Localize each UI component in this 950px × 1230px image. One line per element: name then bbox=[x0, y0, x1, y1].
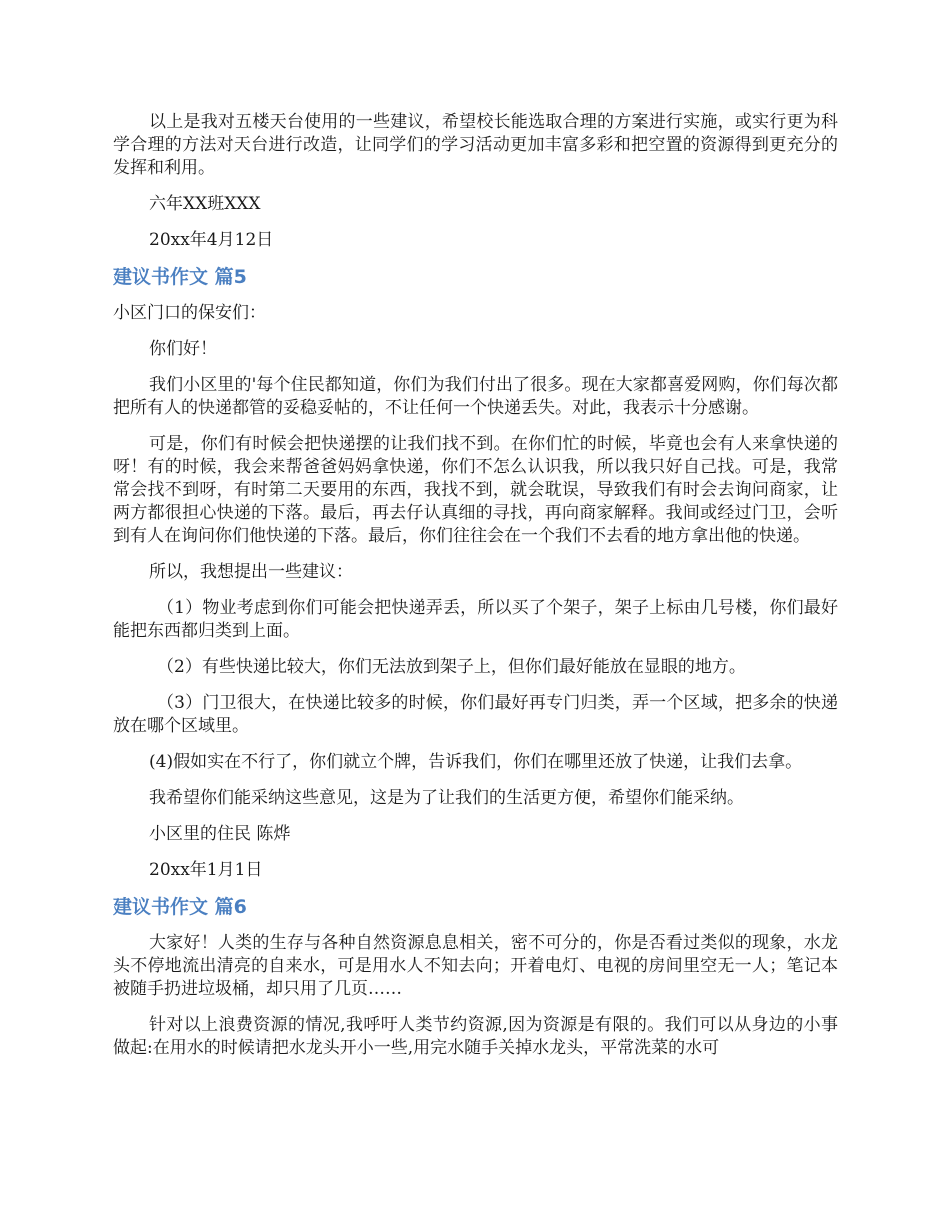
author-line: 六年XX班XXX bbox=[149, 194, 261, 214]
body-paragraph: 所以，我想提出一些建议： bbox=[149, 562, 353, 582]
suggestion-item: (4)假如实在不行了，你们就立个牌，告诉我们，你们在哪里还放了快递，让我们去拿。 bbox=[149, 752, 803, 772]
date-line: 20xx年1月1日 bbox=[149, 860, 263, 880]
body-paragraph: 可是，你们有时候会把快递摆的让我们找不到。在你们忙的时候，毕竟也会有人来拿快递的呀！有的时候，我会来帮爸爸妈妈拿快递，你们不怎么认识我，所以我只好自己找。可是，我常常会找不到呀，有时第二天要用的东西，我找不到，就会耽误，导致我们有时会去询问商家，让两方都很担心快递的下落。最后，再去仔认真细的寻找，再向商家解释。我间或经过门卫，会听到有人在询问你们他快递的下落。最后，你们往往会在一个我们不去看的地方拿出他的快递。 bbox=[113, 434, 838, 546]
suggestion-item: （2）有些快递比较大，你们无法放到架子上，但你们最好能放在显眼的地方。 bbox=[157, 657, 746, 677]
salutation: 小区门口的保安们： bbox=[113, 303, 266, 323]
closing-paragraph: 以上是我对五楼天台使用的一些建议，希望校长能选取合理的方案进行实施，或实行更为科学合理的方法对天台进行改造，让同学们的学习活动更加丰富多彩和把空置的资源得到更充分的发挥和利用。 bbox=[113, 112, 838, 178]
body-paragraph: 大家好！人类的生存与各种自然资源息息相关，密不可分的，你是否看过类似的现象，水龙头不停地流出清亮的自来水，可是用水人不知去向；开着电灯、电视的房间里空无一人；笔记本被随手扔进垃圾桶，却只用了几页…… bbox=[113, 933, 838, 999]
section-heading-5: 建议书作文 篇5 bbox=[113, 266, 247, 288]
section-heading-6: 建议书作文 篇6 bbox=[113, 896, 247, 918]
body-paragraph: 针对以上浪费资源的情况,我呼吁人类节约资源,因为资源是有限的。我们可以从身边的小事做起:在用水的时候请把水龙头开小一些,用完水随手关掉水龙头，平常洗菜的水可 bbox=[113, 1015, 838, 1058]
signature-line: 小区里的住民 陈烨 bbox=[149, 824, 291, 844]
greeting: 你们好！ bbox=[149, 339, 217, 359]
body-paragraph: 我希望你们能采纳这些意见，这是为了让我们的生活更方便，希望你们能采纳。 bbox=[149, 788, 744, 808]
body-paragraph: 我们小区里的'每个住民都知道，你们为我们付出了很多。现在大家都喜爱网购，你们每次都把所有人的快递都管的妥稳妥帖的，不让任何一个快递丢失。对此，我表示十分感谢。 bbox=[113, 375, 838, 418]
suggestion-item: （3）门卫很大，在快递比较多的时候，你们最好再专门归类，弄一个区域，把多余的快递放在哪个区域里。 bbox=[113, 693, 838, 736]
suggestion-item: （1）物业考虑到你们可能会把快递弄丢，所以买了个架子，架子上标由几号楼，你们最好能把东西都归类到上面。 bbox=[113, 598, 838, 641]
document-body bbox=[113, 111, 838, 1073]
date-line: 20xx年4月12日 bbox=[149, 230, 274, 250]
